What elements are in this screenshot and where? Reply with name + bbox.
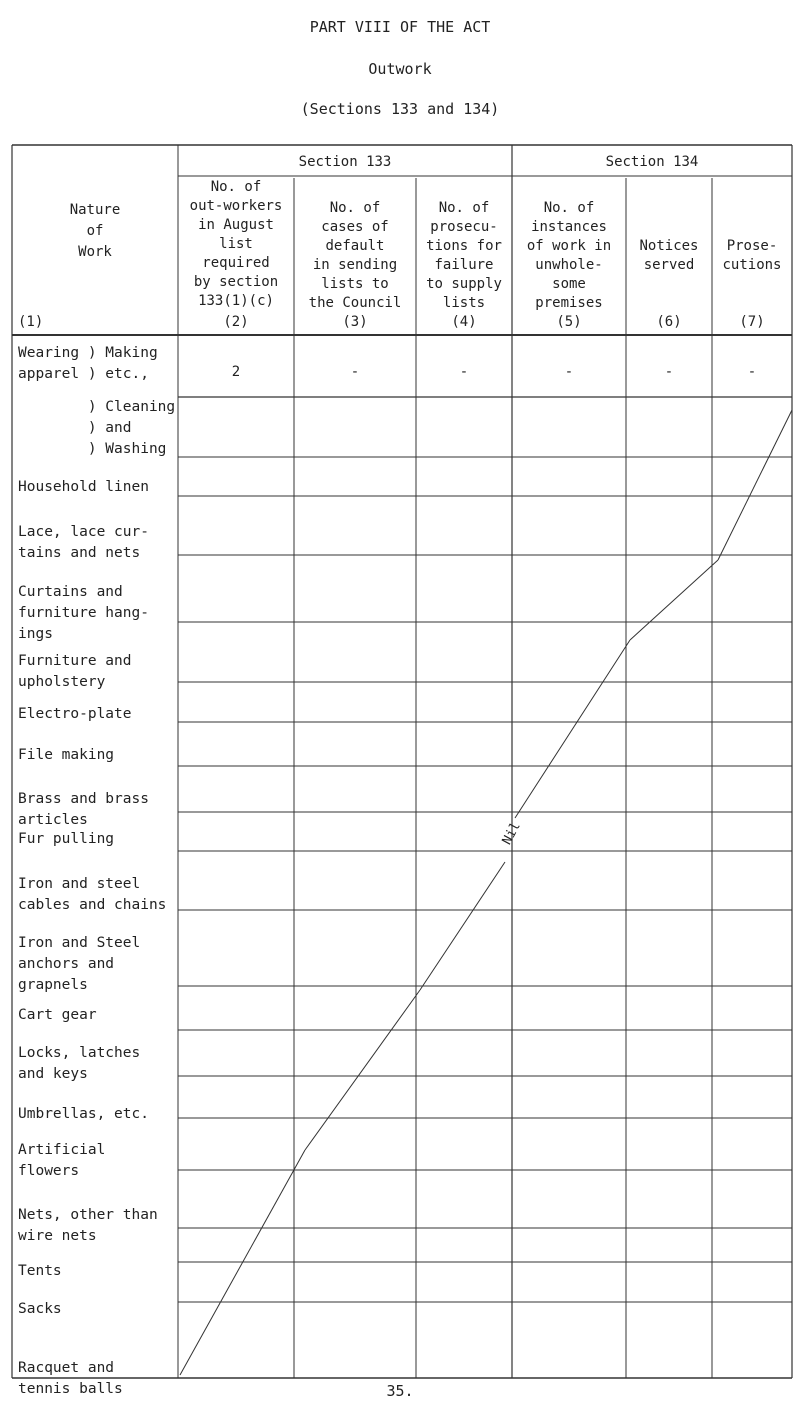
column-header-out-workers: No. of out-workers in August list required by section 133(1)(c) bbox=[189, 179, 283, 309]
table-subtitle: (Sections 133 and 134) bbox=[300, 100, 500, 118]
column-header-cases-of-default: No. of cases of default in sending lists to the Council bbox=[308, 200, 402, 311]
row-label: Curtains and furniture hang- ings bbox=[18, 584, 149, 642]
column-number-5: (5) bbox=[556, 314, 582, 330]
group-header-section-133: Section 133 bbox=[298, 154, 392, 170]
column-number-3: (3) bbox=[342, 314, 368, 330]
table-cell: - bbox=[564, 364, 574, 380]
row-label: ) Cleaning ) and ) Washing bbox=[87, 399, 176, 457]
column-header-prosecutions-failure: No. of prosecu- tions for failure to supply lists bbox=[426, 200, 502, 311]
column-header-nature-of-work: Nature of Work bbox=[69, 202, 121, 260]
row-label: Cart gear bbox=[18, 1007, 97, 1023]
table-title: Outwork bbox=[368, 60, 432, 78]
nil-strike bbox=[515, 640, 630, 818]
row-label: Sacks bbox=[18, 1301, 62, 1317]
table-cell: - bbox=[747, 364, 757, 380]
row-label: Racquet and tennis balls bbox=[18, 1360, 123, 1397]
column-number-7: (7) bbox=[739, 314, 765, 330]
column-number-4: (4) bbox=[451, 314, 477, 330]
column-header-notices-served: Notices served bbox=[639, 238, 699, 273]
column-number-1: (1) bbox=[18, 314, 44, 330]
row-label: Fur pulling bbox=[18, 831, 115, 847]
column-header-prosecutions: Prose- cutions bbox=[722, 238, 782, 273]
nil-strike bbox=[305, 990, 420, 1150]
row-label: Electro-plate bbox=[18, 706, 132, 722]
column-number-6: (6) bbox=[656, 314, 682, 330]
row-label: Household linen bbox=[18, 479, 149, 495]
row-label: Tents bbox=[18, 1263, 62, 1279]
row-label: Umbrellas, etc. bbox=[18, 1106, 149, 1122]
row-label: Furniture and upholstery bbox=[18, 653, 132, 690]
row-label: Brass and brass articles bbox=[18, 791, 149, 828]
row-label: Nets, other than wire nets bbox=[18, 1207, 158, 1244]
column-header-unwholesome-premises: No. of instances of work in unwhole- some premises bbox=[526, 200, 612, 311]
row-label: Lace, lace cur- tains and nets bbox=[18, 524, 149, 561]
nil-mark: Nil bbox=[499, 819, 524, 848]
table-cell: - bbox=[459, 364, 469, 380]
row-label: Locks, latches and keys bbox=[18, 1045, 141, 1082]
section-heading: PART VIII OF THE ACT bbox=[309, 18, 491, 36]
nil-strike bbox=[630, 560, 718, 640]
table-cell: 2 bbox=[231, 364, 241, 380]
table-cell: - bbox=[350, 364, 360, 380]
row-label: Artificial flowers bbox=[18, 1142, 106, 1179]
page-number: 35. bbox=[386, 1382, 414, 1400]
row-label: File making bbox=[18, 747, 115, 763]
row-label: Wearing ) Making apparel ) etc., bbox=[18, 345, 158, 382]
group-header-section-134: Section 134 bbox=[605, 154, 699, 170]
row-label: Iron and steel cables and chains bbox=[18, 876, 167, 913]
nil-strike bbox=[420, 862, 505, 990]
column-number-2: (2) bbox=[223, 314, 249, 330]
row-label: Iron and Steel anchors and grapnels bbox=[18, 935, 141, 993]
table-cell: - bbox=[664, 364, 674, 380]
nil-strike bbox=[718, 410, 792, 560]
